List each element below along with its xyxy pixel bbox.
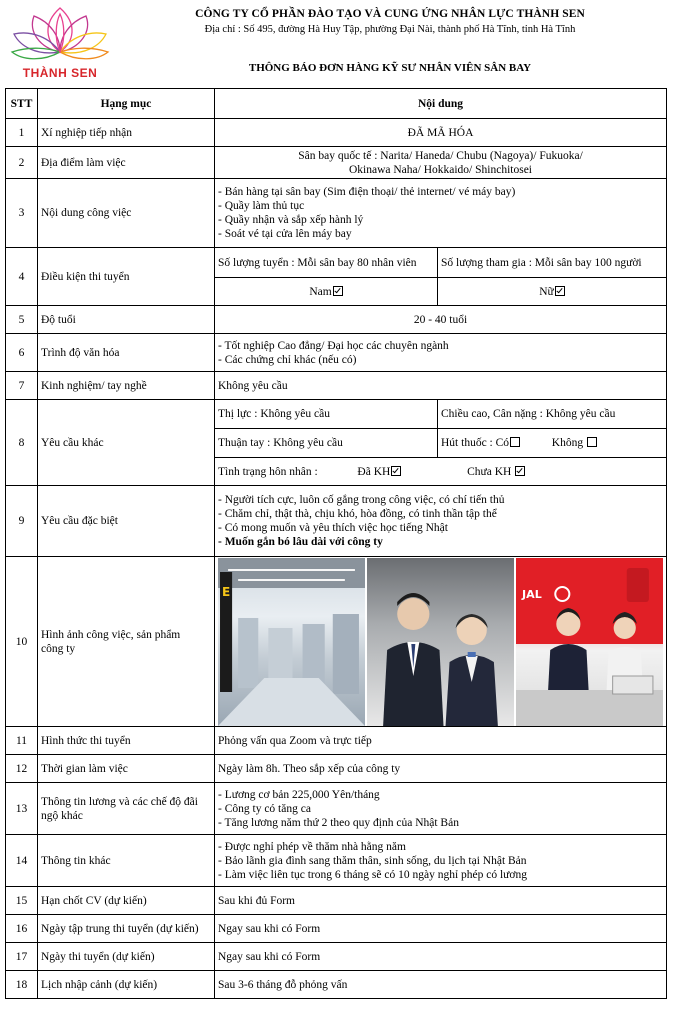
staff-illustration [367, 558, 514, 726]
row-content: Phỏng vấn qua Zoom và trực tiếp [215, 727, 667, 755]
item-line: Thông tin lương và các chế độ đãi [41, 795, 198, 808]
row-item: Hình thức thi tuyển [38, 727, 215, 755]
content-line: - Được nghỉ phép về thăm nhà hằng năm [218, 840, 406, 853]
male-label: Nam [309, 285, 332, 298]
table-row [6, 400, 667, 429]
married-label: Đã KH [357, 465, 391, 478]
gate-sign-letter: E [222, 584, 231, 599]
counter-illustration [516, 558, 663, 726]
table-row [6, 835, 667, 887]
row-content: Sau khi đủ Form [215, 887, 667, 915]
row-number: 4 [6, 248, 38, 306]
content-line: - Công ty có tăng ca [218, 802, 311, 815]
smoking-cell [438, 429, 667, 458]
row-number: 7 [6, 372, 38, 400]
row-item: Hạn chốt CV (dự kiến) [38, 887, 215, 915]
smoking-label: Hút thuốc : Có [441, 437, 510, 449]
checkbox-checked-icon [555, 286, 565, 296]
row-number: 18 [6, 971, 38, 999]
item-line: ngộ khác [41, 809, 83, 822]
content-line: - Soát vé tại cửa lên máy bay [218, 228, 352, 240]
table-row [6, 755, 667, 783]
row-content [215, 179, 667, 248]
table-row [6, 783, 667, 835]
row-item: Yêu cầu khác [38, 400, 215, 486]
row-item: Địa điểm làm việc [38, 147, 215, 179]
row-number: 5 [6, 306, 38, 334]
header-stt: STT [6, 89, 38, 119]
row-content: Ngày làm 8h. Theo sắp xếp của công ty [215, 755, 667, 783]
check-in-counter-photo [516, 558, 663, 726]
table-row [6, 943, 667, 971]
content-line: - Bảo lãnh gia đình sang thăm thân, sinh sống, du lịch tại Nhật Bản [218, 854, 527, 867]
handedness-cell: Thuận tay : Không yêu cầu [215, 429, 438, 458]
item-line: Hình ảnh công việc, sản phẩm [41, 628, 181, 641]
row-number: 12 [6, 755, 38, 783]
row-item: Xí nghiệp tiếp nhận [38, 119, 215, 147]
row-number: 11 [6, 727, 38, 755]
row-item [38, 783, 215, 835]
airport-staff-photo [367, 558, 514, 726]
row-item: Thông tin khác [38, 835, 215, 887]
company-logo [6, 2, 114, 86]
row-item: Ngày thi tuyển (dự kiến) [38, 943, 215, 971]
logo-text: THÀNH SEN [22, 66, 98, 80]
row-item: Độ tuổi [38, 306, 215, 334]
company-name: CÔNG TY CỔ PHẦN ĐÀO TẠO VÀ CUNG ỨNG NHÂN LỰC THÀNH SEN [195, 8, 585, 20]
row-content [215, 486, 667, 557]
row-number: 1 [6, 119, 38, 147]
table-row [6, 887, 667, 915]
height-weight-cell: Chiều cao, Cân nặng : Không yêu cầu [438, 400, 667, 429]
row-content: 20 - 40 tuổi [215, 306, 667, 334]
table-row [6, 372, 667, 400]
smoking-no-label: Không [551, 437, 584, 449]
row-item: Nội dung công việc [38, 179, 215, 248]
row-content: Ngay sau khi có Form [215, 943, 667, 971]
quota-cell: Số lượng tuyển : Mỗi sân bay 80 nhân viên [215, 248, 438, 278]
job-order-table [5, 88, 667, 999]
table-row [6, 179, 667, 248]
content-line: - Chăm chỉ, thật thà, chịu khó, hòa đồng, có tinh thần tập thể [218, 508, 497, 520]
row-number: 16 [6, 915, 38, 943]
content-line: - Bán hàng tại sân bay (Sim điện thoại/ thẻ internet/ vé máy bay) [218, 186, 516, 198]
content-line: - Quầy nhận và sắp xếp hành lý [218, 214, 364, 226]
table-row [6, 486, 667, 557]
content-line-bold: - Muốn gắn bó lâu dài với công ty [218, 536, 383, 548]
row-number: 3 [6, 179, 38, 248]
checkbox-checked-icon [515, 466, 525, 476]
content-line: - Quầy làm thủ tục [218, 200, 305, 212]
checkbox-empty-icon [587, 437, 597, 447]
content-line: - Các chứng chỉ khác (nếu có) [218, 353, 357, 366]
content-line: - Lương cơ bản 225,000 Yên/tháng [218, 788, 380, 801]
table-row [6, 557, 667, 727]
document-title: THÔNG BÁO ĐƠN HÀNG KỸ SƯ NHÂN VIÊN SÂN BAY [248, 62, 532, 74]
header-item: Hạng mục [38, 89, 215, 119]
table-row [6, 971, 667, 999]
row-number: 15 [6, 887, 38, 915]
row-number: 17 [6, 943, 38, 971]
vision-cell: Thị lực : Không yêu cầu [215, 400, 438, 429]
photo-strip [218, 558, 663, 726]
terminal-illustration [218, 558, 365, 726]
female-cell [438, 278, 667, 306]
jal-sign: JAL [522, 587, 542, 601]
row-item: Lịch nhập cảnh (dự kiến) [38, 971, 215, 999]
checkbox-empty-icon [510, 437, 520, 447]
row-content: Ngay sau khi có Form [215, 915, 667, 943]
row-item: Thời gian làm việc [38, 755, 215, 783]
item-line: công ty [41, 642, 76, 655]
row-content [215, 147, 667, 179]
row-item: Kinh nghiệm/ tay nghề [38, 372, 215, 400]
marital-label: Tình trạng hôn nhân : [218, 465, 318, 478]
table-row [6, 248, 667, 278]
row-content: ĐÃ MÃ HÓA [215, 119, 667, 147]
document-header [0, 0, 676, 88]
row-item: Trình độ văn hóa [38, 334, 215, 372]
header-content: Nội dung [215, 89, 667, 119]
row-item: Ngày tập trung thi tuyển (dự kiến) [38, 915, 215, 943]
content-line: Okinawa Naha/ Hokkaido/ Shinchitosei [348, 163, 532, 176]
content-line: Sân bay quốc tế : Narita/ Haneda/ Chubu (Nagoya)/ Fukuoka/ [298, 149, 583, 162]
row-number: 6 [6, 334, 38, 372]
row-number: 14 [6, 835, 38, 887]
content-line: - Làm việc liên tục trong 6 tháng sẽ có 10 ngày nghỉ phép có lương [218, 868, 528, 881]
male-cell [215, 278, 438, 306]
row-content [215, 783, 667, 835]
content-line: - Tốt nghiệp Cao đẳng/ Đại học các chuyên ngành [218, 339, 449, 352]
table-row [6, 147, 667, 179]
row-content [215, 835, 667, 887]
row-item: Yêu cầu đặc biệt [38, 486, 215, 557]
row-item: Điều kiện thi tuyển [38, 248, 215, 306]
row-content: Không yêu cầu [215, 372, 667, 400]
row-number: 9 [6, 486, 38, 557]
content-line: - Người tích cực, luôn cố gắng trong công việc, có chí tiến thủ [218, 494, 505, 506]
table-header-row [6, 89, 667, 119]
content-line: - Có mong muốn và yêu thích việc học tiếng Nhật [218, 522, 448, 534]
table-row [6, 334, 667, 372]
checkbox-checked-icon [391, 466, 401, 476]
table-row [6, 306, 667, 334]
female-label: Nữ [539, 285, 554, 298]
row-number: 2 [6, 147, 38, 179]
row-number: 8 [6, 400, 38, 486]
table-row [6, 119, 667, 147]
row-content [215, 334, 667, 372]
table-row [6, 915, 667, 943]
row-item [38, 557, 215, 727]
marital-cell [215, 458, 667, 486]
photo-cell [215, 557, 667, 727]
company-address: Địa chỉ : Số 495, đường Hà Huy Tập, phường Đại Nài, thành phố Hà Tĩnh, tỉnh Hà Tĩnh [204, 24, 576, 35]
airport-terminal-photo [218, 558, 365, 726]
content-line: - Tăng lương năm thứ 2 theo quy định của Nhật Bản [218, 816, 459, 829]
row-number: 10 [6, 557, 38, 727]
checkbox-checked-icon [333, 286, 343, 296]
single-label: Chưa KH [467, 465, 512, 478]
row-content: Sau 3-6 tháng đỗ phỏng vấn [215, 971, 667, 999]
participants-cell: Số lượng tham gia : Mỗi sân bay 100 người [438, 248, 667, 278]
table-row [6, 727, 667, 755]
row-number: 13 [6, 783, 38, 835]
